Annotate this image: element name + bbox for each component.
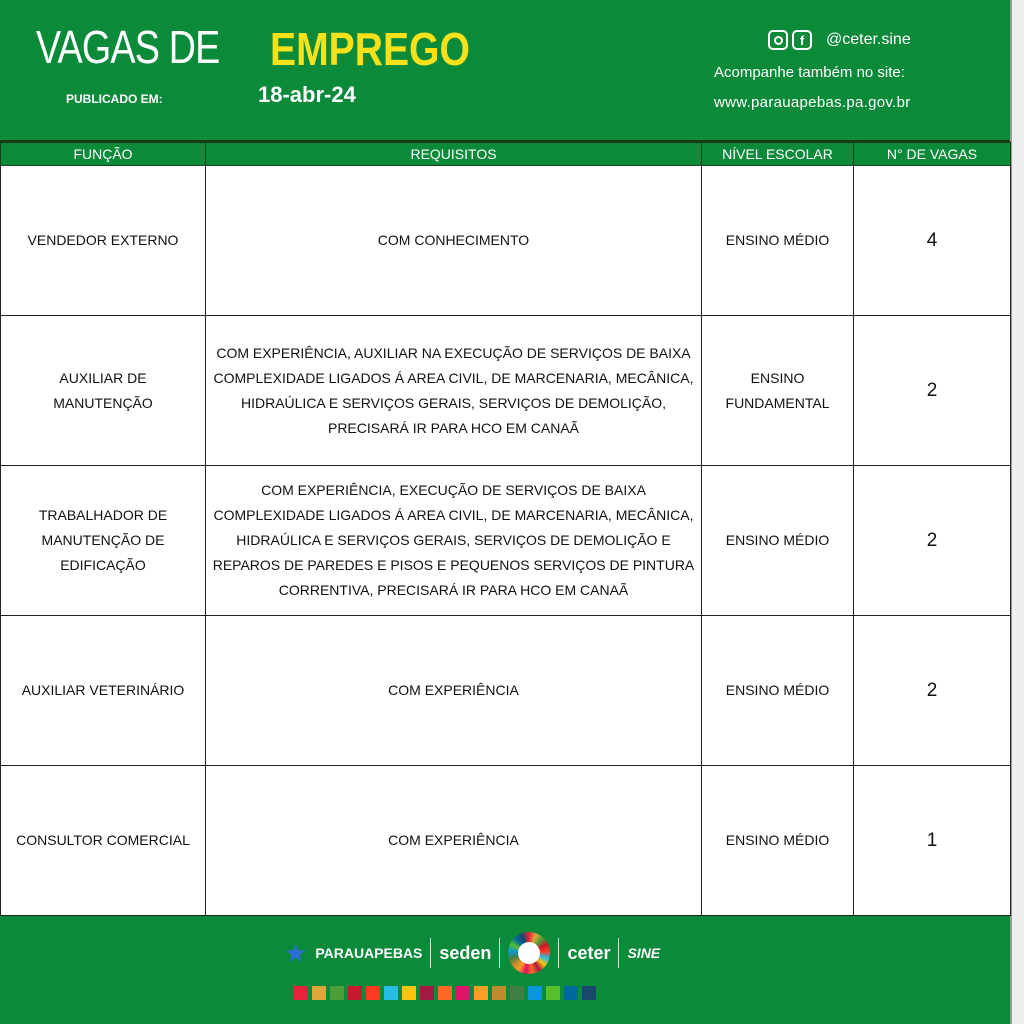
jobs-table xyxy=(0,142,1011,916)
col-nivel-escolar: NÍVEL ESCOLAR xyxy=(702,143,854,166)
funcao-cell: AUXILIAR VETERINÁRIO xyxy=(1,616,206,766)
table-row xyxy=(1,616,1011,766)
ods-goal-icon xyxy=(492,986,506,1000)
published-date: 18-abr-24 xyxy=(258,82,356,107)
vagas-cell: 2 xyxy=(854,616,1011,766)
instagram-icon xyxy=(768,30,788,50)
scrollbar[interactable] xyxy=(1010,0,1024,1024)
vagas-cell: 1 xyxy=(854,766,1011,916)
title-vagas-de: VAGAS DE xyxy=(36,21,220,73)
social-block xyxy=(768,30,911,50)
ods-goal-icon xyxy=(384,986,398,1000)
logo-divider xyxy=(430,938,431,968)
title-emprego: EMPREGO xyxy=(270,23,470,75)
ods-wheel-icon xyxy=(508,932,550,974)
table-header-row xyxy=(1,143,1011,166)
ods-goal-icon xyxy=(312,986,326,1000)
facebook-icon: f xyxy=(792,30,812,50)
ods-goal-icon xyxy=(546,986,560,1000)
vagas-cell: 2 xyxy=(854,466,1011,616)
requisitos-cell: COM EXPERIÊNCIA xyxy=(206,616,702,766)
funcao-cell: VENDEDOR EXTERNO xyxy=(1,166,206,316)
logo-parauapebas: PARAUAPEBAS xyxy=(315,945,423,961)
nivel-cell: ENSINO MÉDIO xyxy=(702,166,854,316)
parauapebas-star-icon: ★ xyxy=(284,937,308,968)
logo-ceter: ceter xyxy=(567,942,611,963)
vagas-cell: 2 xyxy=(854,316,1011,466)
ods-goal-icon xyxy=(438,986,452,1000)
follow-text: Acompanhe também no site: xyxy=(714,64,905,81)
nivel-cell: ENSINO MÉDIO xyxy=(702,616,854,766)
header xyxy=(0,0,1010,142)
ods-goal-icon xyxy=(474,986,488,1000)
funcao-cell: TRABALHADOR DE MANUTENÇÃO DE EDIFICAÇÃO xyxy=(1,466,206,616)
table-row xyxy=(1,466,1011,616)
col-num-vagas: N° DE VAGAS xyxy=(854,143,1011,166)
nivel-cell: ENSINO MÉDIO xyxy=(702,466,854,616)
logo-divider xyxy=(499,938,500,968)
vagas-cell: 4 xyxy=(854,166,1011,316)
col-requisitos: REQUISITOS xyxy=(206,143,702,166)
published-label: PUBLICADO EM: xyxy=(66,92,163,106)
requisitos-cell: COM EXPERIÊNCIA, AUXILIAR NA EXECUÇÃO DE SERVIÇOS DE BAIXA COMPLEXIDADE LIGADOS Á AREA CIVIL, DE MARCENARIA, MECÂNICA, HIDRAÚLICA E SERVIÇOS GERAIS, SERVIÇOS DE DEMOLIÇÃO, PRECISARÁ IR PARA HCO EM CANAÃ xyxy=(206,316,702,466)
ods-goal-icon xyxy=(366,986,380,1000)
ods-goal-icon xyxy=(456,986,470,1000)
ods-goal-icon xyxy=(330,986,344,1000)
logo-divider xyxy=(558,938,559,968)
ods-goal-icon xyxy=(420,986,434,1000)
ods-goal-icon xyxy=(510,986,524,1000)
requisitos-cell: COM EXPERIÊNCIA xyxy=(206,766,702,916)
requisitos-cell: COM EXPERIÊNCIA, EXECUÇÃO DE SERVIÇOS DE BAIXA COMPLEXIDADE LIGADOS Á AREA CIVIL, DE MARCENARIA, MECÂNICA, HIDRAÚLICA E SERVIÇOS GERAIS, SERVIÇOS DE DEMOLIÇÃO E REPAROS DE PAREDES E PISOS E PEQUENOS SERVIÇOS DE PINTURA CORRENTIVA, PRECISARÁ IR PARA HCO EM CANAÃ xyxy=(206,466,702,616)
partner-logos xyxy=(284,932,660,974)
requisitos-cell: COM CONHECIMENTO xyxy=(206,166,702,316)
logo-seden: seden xyxy=(439,942,492,963)
logo-sine: SINE xyxy=(627,945,661,961)
col-funcao: FUNÇÃO xyxy=(1,143,206,166)
table-row xyxy=(1,766,1011,916)
ods-goal-icon xyxy=(582,986,596,1000)
funcao-cell: CONSULTOR COMERCIAL xyxy=(1,766,206,916)
table-row xyxy=(1,166,1011,316)
ods-icons-row xyxy=(294,986,596,1000)
nivel-cell: ENSINO FUNDAMENTAL xyxy=(702,316,854,466)
site-url: www.parauapebas.pa.gov.br xyxy=(714,94,911,111)
funcao-cell: AUXILIAR DE MANUTENÇÃO xyxy=(1,316,206,466)
ods-goal-icon xyxy=(564,986,578,1000)
nivel-cell: ENSINO MÉDIO xyxy=(702,766,854,916)
ods-goal-icon xyxy=(348,986,362,1000)
table-row xyxy=(1,316,1011,466)
ods-goal-icon xyxy=(528,986,542,1000)
ods-goal-icon xyxy=(294,986,308,1000)
ods-goal-icon xyxy=(402,986,416,1000)
social-handle: @ceter.sine xyxy=(826,31,911,48)
footer xyxy=(0,918,1010,1024)
logo-divider xyxy=(618,938,619,968)
